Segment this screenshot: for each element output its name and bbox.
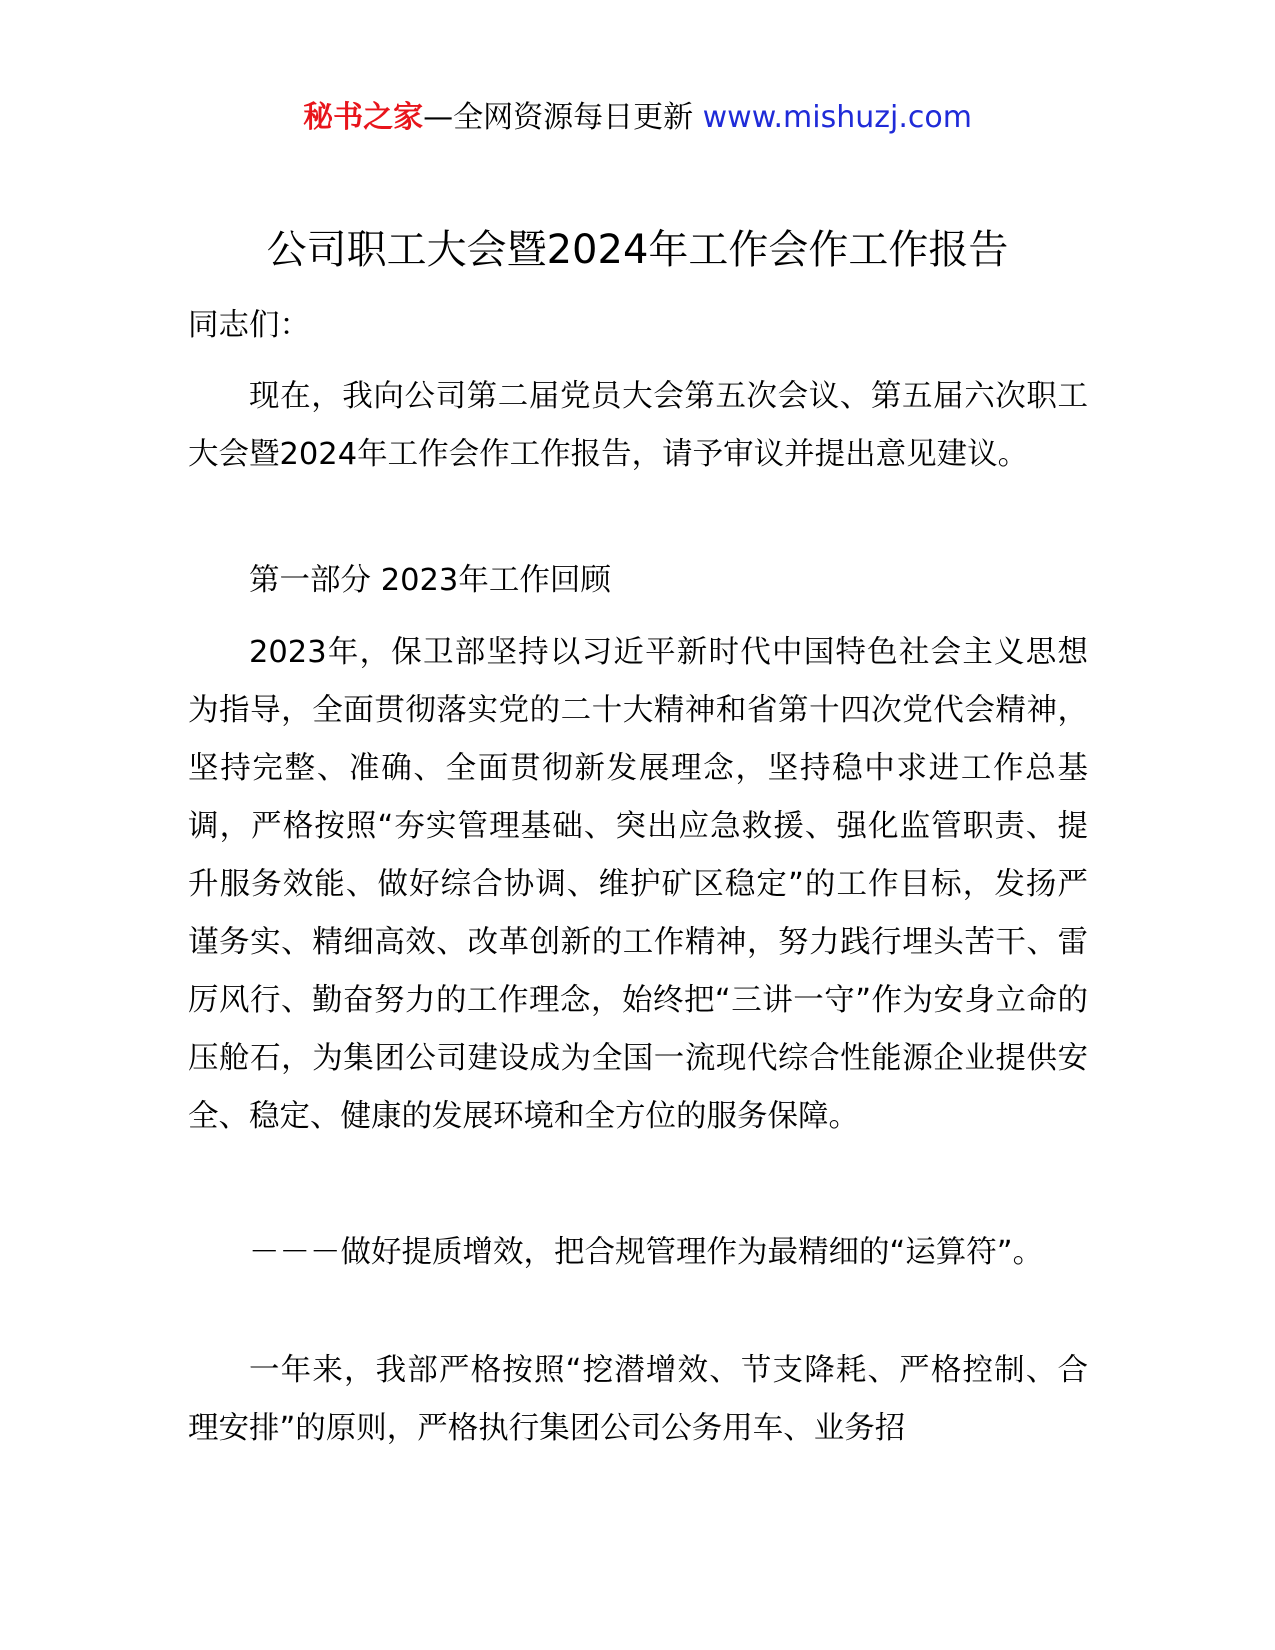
review-paragraph: 2023年，保卫部坚持以习近平新时代中国特色社会主义思想为指导，全面贯彻落实党的二十大精神和省第十四次党代会精神，坚持完整、准确、全面贯彻新发展理念，坚持稳中求进工作总基调，严格按照“夯实管理基础、突出应急救援、强化监管职责、提升服务效能、做好综合协调、维护矿区稳定”的工作目标，发扬严谨务实、精细高效、改革创新的工作精神，努力践行埋头苦干、雷厉风行、勤奋努力的工作理念，始终把“三讲一守”作为安身立命的压舱石，为集团公司建设成为全国一流现代综合性能源企业提供安全、稳定、健康的发展环境和全方位的服务保障。 xyxy=(188,635,1088,1134)
site-url-link[interactable]: www.mishuzj.com xyxy=(702,100,972,135)
site-banner xyxy=(0,98,1275,138)
brand-name: 秘书之家 xyxy=(303,100,424,135)
document-title: 公司职工大会暨2024年工作会作工作报告 xyxy=(266,227,1009,273)
banner-tagline: —全网资源每日更新 xyxy=(423,100,694,135)
salutation: 同志们： xyxy=(188,308,310,343)
intro-paragraph: 现在，我向公司第二届党员大会第五次会议、第五届六次职工大会暨2024年工作会作工作报告，请予审议并提出意见建议。 xyxy=(188,379,1088,472)
item-paragraph: 一年来，我部严格按照“挖潜增效、节支降耗、严格控制、合理安排”的原则，严格执行集团公司公务用车、业务招 xyxy=(188,1353,1088,1446)
section-heading: 第一部分 2023年工作回顾 xyxy=(249,563,611,598)
item-heading: －－－做好提质增效，把合规管理作为最精细的“运算符”。 xyxy=(249,1235,1044,1270)
